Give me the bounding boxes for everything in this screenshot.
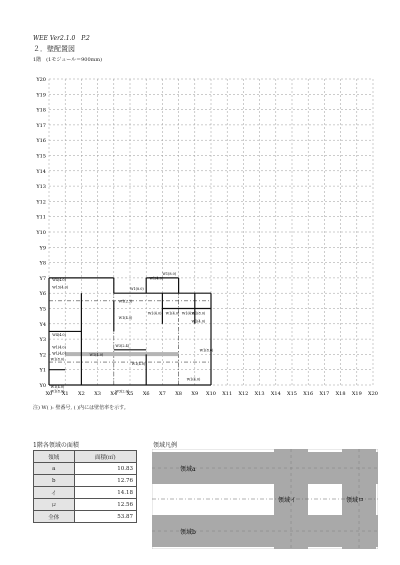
region-name: ロ: [34, 499, 75, 511]
x-axis-label: X10: [206, 391, 216, 397]
region-name: 全体: [34, 511, 75, 523]
y-axis-label: Y14: [36, 168, 46, 175]
y-axis-label: Y10: [36, 230, 46, 236]
region-name: b: [34, 475, 75, 487]
legend-title: 領域凡例: [153, 442, 178, 449]
table-row: [34, 463, 137, 475]
y-axis-label: Y0: [39, 383, 46, 389]
x-axis-label: X16: [303, 391, 314, 397]
x-axis-label: X14: [270, 391, 281, 397]
region-legend-diagram: [152, 449, 378, 549]
legend-label-i: 領域イ: [278, 497, 297, 504]
x-axis-label: X0: [45, 391, 53, 397]
wall-label: W1(4.0): [52, 345, 66, 350]
region-name: イ: [34, 487, 75, 499]
region-area: 12.56: [74, 499, 137, 511]
wall-label: W1(8.0): [191, 311, 206, 316]
y-axis-label: Y8: [39, 260, 46, 267]
wall-label: W1(4.0): [52, 351, 66, 356]
y-axis-label: Y18: [36, 107, 46, 114]
legend-label-ro: 領域ロ: [346, 497, 365, 504]
y-axis-label: Y4: [39, 321, 46, 328]
wall-label: W1(4.0): [50, 385, 65, 390]
y-axis-label: Y16: [36, 138, 46, 145]
x-axis-label: X17: [319, 391, 330, 397]
x-axis-label: X2: [78, 391, 85, 397]
x-axis-label: X5: [126, 391, 134, 397]
x-axis-label: X8: [175, 391, 182, 397]
y-axis-label: Y20: [36, 77, 46, 83]
x-axis-label: X9: [191, 391, 199, 397]
wall-label: W1(4.0): [165, 311, 180, 316]
x-axis-label: X20: [368, 391, 378, 397]
y-axis-label: Y13: [36, 184, 46, 191]
table-row: [34, 511, 137, 523]
x-axis-label: X7: [159, 391, 166, 397]
y-axis-label: Y1: [39, 367, 46, 374]
region-area: 53.87: [74, 511, 137, 523]
y-axis-label: Y7: [39, 275, 46, 282]
y-axis-label: Y19: [36, 92, 46, 99]
y-axis-label: Y12: [36, 199, 46, 206]
area-table: [33, 450, 137, 523]
wall-label: W1(8.0): [50, 357, 65, 362]
area-table-header: 領域: [34, 451, 75, 463]
legend-label-a: 領域a: [180, 466, 196, 473]
wall-label: W3(2.4): [115, 343, 130, 348]
y-axis-label: Y17: [36, 122, 46, 129]
area-table-title: 1階各領域の面積: [33, 442, 79, 449]
x-axis-label: X1: [61, 391, 69, 397]
wall-label: W1(4.0): [191, 319, 206, 324]
y-axis-label: Y15: [36, 153, 46, 160]
legend-label-b: 領域b: [180, 529, 196, 536]
x-axis-label: X6: [142, 391, 150, 397]
x-axis-label: X18: [335, 391, 346, 397]
y-axis-label: Y3: [39, 337, 46, 344]
wall-label: W1(8.0): [50, 389, 65, 394]
region-area: 12.76: [74, 475, 137, 487]
wall-label: W1(8.0): [130, 287, 144, 292]
wall-label: W1(4.0): [147, 311, 162, 316]
wall-label: W1(4.0): [118, 316, 133, 321]
table-row: [34, 499, 137, 511]
wall-label: W1(8.0): [162, 271, 177, 276]
wall-label: W1(4.0): [186, 377, 201, 382]
document-header: WEE Ver2.1.0 P.2: [33, 35, 90, 42]
section-title: ２．壁配置図: [33, 45, 75, 53]
wall-label: W4(4.0): [52, 333, 66, 338]
wall-layout-plan: [0, 58, 400, 403]
area-table-header: 面積(㎡): [74, 451, 137, 463]
y-axis-label: Y11: [36, 214, 46, 221]
legend-note: 注) W( ): 壁番号, ( )内には壁倍率を示す。: [33, 405, 129, 411]
x-axis-label: X4: [110, 391, 118, 397]
wall-label: W15(4.0): [52, 285, 69, 290]
table-row: [34, 487, 137, 499]
wall-label: W1(8.0): [199, 348, 214, 353]
y-axis-label: Y6: [39, 291, 46, 298]
wall-label: W1(4.0): [149, 276, 164, 281]
section-subtitle: 1階 (1モジュール＝900mm): [33, 57, 103, 63]
y-axis-label: Y5: [39, 306, 46, 313]
x-axis-label: X13: [254, 391, 265, 397]
wall-label: W1(4.0): [131, 362, 146, 367]
wall-label: W4(4.0): [52, 277, 66, 282]
wall-label: W3(2.0): [115, 389, 130, 394]
wall-label: W1(4.0): [181, 311, 196, 316]
region-name: a: [34, 463, 75, 475]
region-area: 10.83: [74, 463, 137, 475]
region-area: 14.18: [74, 487, 137, 499]
x-axis-label: X15: [287, 391, 297, 397]
x-axis-label: X3: [94, 391, 101, 397]
wall-label: W1(4.0): [89, 352, 104, 357]
shaded-band: [65, 352, 178, 356]
x-axis-label: X12: [238, 391, 249, 397]
y-axis-label: Y9: [39, 245, 46, 252]
x-axis-label: X19: [351, 391, 362, 397]
y-axis-label: Y2: [39, 352, 46, 359]
wall-label: W1(2.5): [118, 299, 133, 304]
table-row: [34, 475, 137, 487]
x-axis-label: X11: [222, 391, 233, 397]
